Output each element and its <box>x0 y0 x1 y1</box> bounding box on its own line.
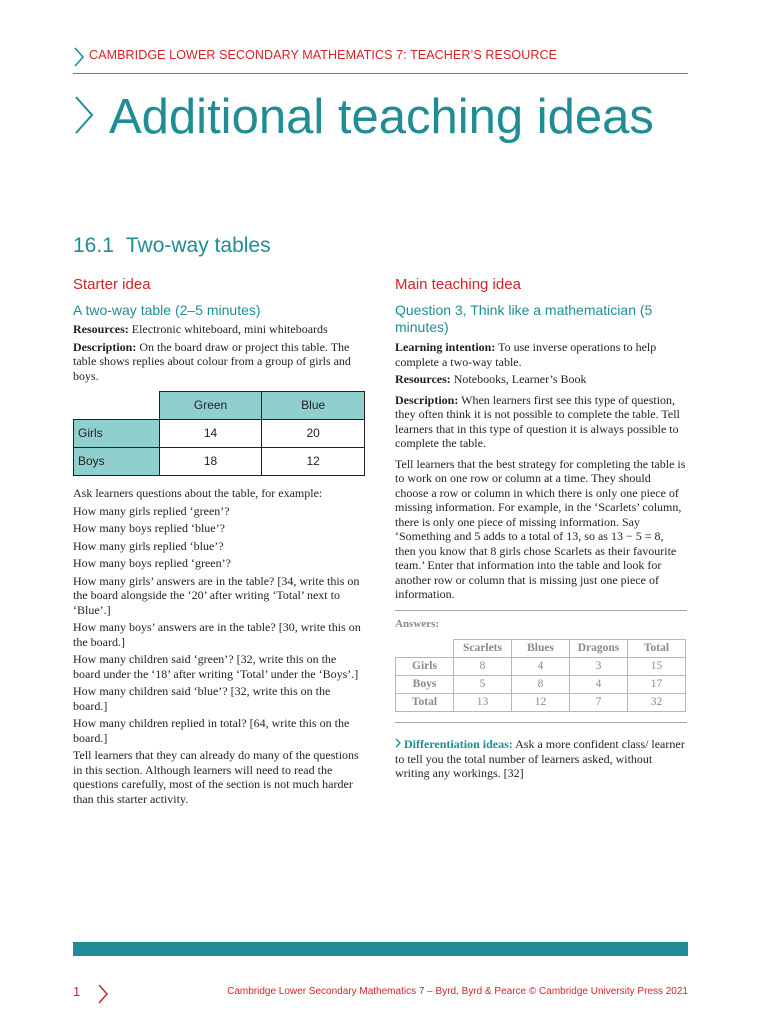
description-label: Description: <box>73 339 137 354</box>
left-column <box>73 275 365 809</box>
answers-cell: 8 <box>454 658 512 676</box>
answers-cell: 12 <box>512 694 570 712</box>
answers-cell: 32 <box>628 694 686 712</box>
answers-header-row <box>396 640 686 658</box>
divider <box>395 722 687 723</box>
table-cell: 14 <box>159 420 262 448</box>
answers-table <box>395 639 686 712</box>
page-title <box>73 88 688 146</box>
answers-cell: 4 <box>570 676 628 694</box>
answers-corner <box>396 640 454 658</box>
header-resource: TEACHER’S RESOURCE <box>406 48 558 62</box>
running-header <box>73 44 688 74</box>
table-row <box>396 676 686 694</box>
starter-subheading: A two-way table (2–5 minutes) <box>73 302 261 318</box>
resources-text: Electronic whiteboard, mini whiteboards <box>128 322 328 336</box>
answers-cell: 13 <box>454 694 512 712</box>
table-cell: 20 <box>262 420 365 448</box>
intention-label: Learning intention: <box>395 340 496 354</box>
table-cell: 12 <box>262 448 365 476</box>
main-subheading: Question 3, Think like a mathematician (5 minutes) <box>395 302 653 335</box>
answers-col-header: Scarlets <box>454 640 512 658</box>
differentiation-text: Ask a more confident class/ learner to tell you the total number of learners asked, without writing any workings. [32] <box>395 737 685 780</box>
header-series: CAMBRIDGE LOWER SECONDARY MATHEMATICS 7 <box>89 48 404 62</box>
answers-label: Answers: <box>395 617 439 630</box>
main-description <box>395 393 687 451</box>
table-header-row <box>74 392 365 420</box>
table-row <box>74 420 365 448</box>
question-item: How many girls replied ‘green’? <box>73 503 230 518</box>
answers-col-header: Total <box>628 640 686 658</box>
table-col-header: Blue <box>262 392 365 420</box>
question-item: How many girls’ answers are in the table? [34, write this on the board alongside the ‘20’ after writing ‘Total’ next to ‘Blue’.] <box>73 573 360 617</box>
main-heading: Main teaching idea <box>395 276 521 293</box>
starter-heading: Starter idea <box>73 276 151 293</box>
learning-intention <box>395 340 687 369</box>
answers-cell: 8 <box>512 676 570 694</box>
chevron-right-icon <box>73 47 85 67</box>
right-column <box>395 275 687 784</box>
answers-cell: 17 <box>628 676 686 694</box>
resources-label: Resources: <box>73 322 129 336</box>
page-footer <box>73 984 688 1004</box>
section-number: 16.1 <box>73 234 114 257</box>
closing-paragraph: Tell learners that they can already do many of the questions in this section. Although learners will need to read the questions carefully, most of the section is not much harder than this starter activity. <box>73 748 359 806</box>
answers-cell: 15 <box>628 658 686 676</box>
table-row <box>396 694 686 712</box>
questions-intro: Ask learners questions about the table, for example: <box>73 486 323 500</box>
chevron-right-icon <box>73 95 95 135</box>
answers-cell: 5 <box>454 676 512 694</box>
table-row-header: Boys <box>74 448 160 476</box>
page-title-text: Additional teaching ideas <box>109 90 654 144</box>
starter-resources <box>73 322 365 337</box>
table-cell: 18 <box>159 448 262 476</box>
answers-row-header: Total <box>396 694 454 712</box>
table-row <box>74 448 365 476</box>
table-row-header: Girls <box>74 420 160 448</box>
header-colon: : <box>403 48 407 62</box>
question-item: How many children said ‘green’? [32, write this on the board under the ‘18’ after writing ‘Total’ under the ‘Boys’.] <box>73 652 359 681</box>
divider <box>395 610 687 611</box>
table-col-header: Green <box>159 392 262 420</box>
question-item: How many boys’ answers are in the table? [30, write this on the board.] <box>73 620 361 649</box>
strategy-paragraph: Tell learners that the best strategy for completing the table is to work on one row or column at a time. They should choose a row or column in which there is only one piece of missing information. For example, in the ‘Scarlets’ column, there is only one piece of missing information. Say ‘Something and 5 adds to a total of 13, so as 13 − 5 = 8, then you know that 8 girls chose Scarlets as their favourite team.’ Enter that information into the table and look for another row or column that is missing just one piece of information. <box>395 456 686 601</box>
answers-row-header: Boys <box>396 676 454 694</box>
footer-bar <box>73 942 688 956</box>
question-item: How many children replied in total? [64, write this on the board.] <box>73 716 350 745</box>
description-label: Description: <box>395 392 459 407</box>
question-item: How many girls replied ‘blue’? <box>73 538 224 553</box>
two-way-table <box>73 391 365 476</box>
answers-cell: 4 <box>512 658 570 676</box>
answers-cell: 3 <box>570 658 628 676</box>
answers-row-header: Girls <box>396 658 454 676</box>
chevron-right-icon <box>97 984 109 1004</box>
resources-text: Notebooks, Learner’s Book <box>450 372 587 386</box>
page-number: 1 <box>73 984 81 999</box>
section-name: Two-way tables <box>125 234 271 257</box>
question-item: How many boys replied ‘blue’? <box>73 521 225 535</box>
starter-description <box>73 340 365 384</box>
answers-col-header: Dragons <box>570 640 628 658</box>
differentiation-ideas <box>395 737 687 781</box>
question-item: How many children said ‘blue’? [32, write this on the board.] <box>73 684 331 713</box>
answers-cell: 7 <box>570 694 628 712</box>
description-text: When learners first see this type of question, they often think it is not possible to complete the table. Tell learners that in this type of question it is always possible to complete the table. <box>395 392 680 450</box>
chevron-right-icon <box>395 738 401 748</box>
table-corner <box>74 392 160 420</box>
main-resources <box>395 372 687 387</box>
resources-label: Resources: <box>395 372 451 386</box>
footer-credit: Cambridge Lower Secondary Mathematics 7 – Byrd, Byrd & Pearce © Cambridge University Press 2021 <box>227 986 688 997</box>
intention-text: To use inverse operations to help complete a two-way table. <box>395 340 657 369</box>
answers-col-header: Blues <box>512 640 570 658</box>
question-item: How many boys replied ‘green’? <box>73 556 231 570</box>
table-row <box>396 658 686 676</box>
header-text <box>89 48 557 62</box>
differentiation-label: Differentiation ideas: <box>404 737 513 751</box>
section-title <box>73 234 271 258</box>
description-text: On the board draw or project this table. The table shows replies about colour from a group of girls and boys. <box>73 339 351 383</box>
